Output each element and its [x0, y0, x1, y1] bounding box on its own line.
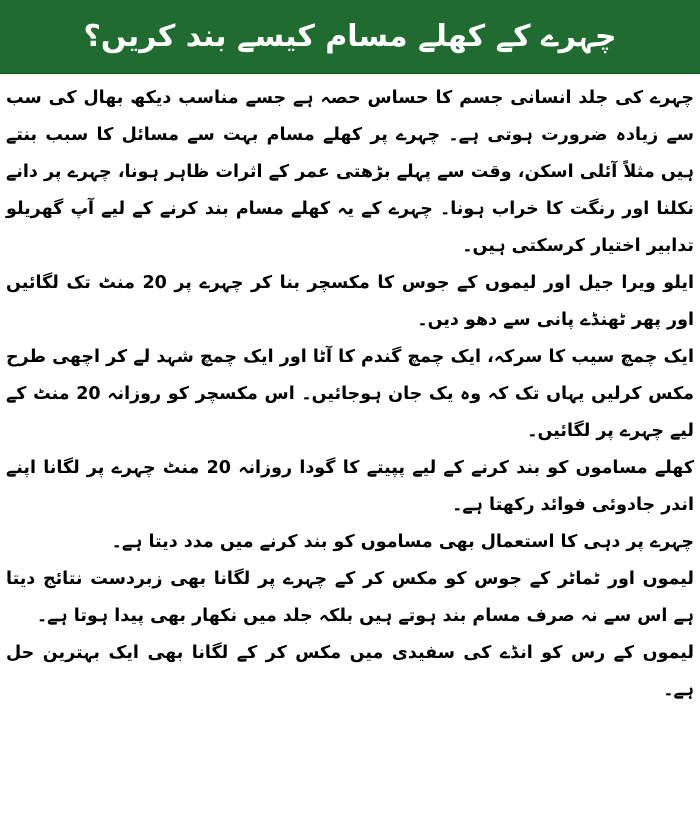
paragraph-yogurt-tip: چہرے پر دہی کا استعمال بھی مساموں کو بند کرنے میں مدد دیتا ہے۔ — [111, 532, 694, 552]
paragraph-vinegar-tip: ایک چمچ سیب کا سرکہ، ایک چمچ گندم کا آٹا اور ایک چمچ شہد لے کر اچھی طرح مکس کرلیں یہاں تک کہ وہ یک جان ہوجائیں۔ اس مکسچر کو روزانہ 20 منٹ کے لیے چہرے پر لگائیں۔ — [6, 347, 694, 441]
article-body — [6, 80, 694, 709]
paragraph-papaya-tip: کھلے مساموں کو بند کرنے کے لیے پپیتے کا گودا روزانہ 20 منٹ چہرے پر لگانا اپنے اندر جادوئی فوائد رکھتا ہے۔ — [6, 458, 695, 515]
paragraph-egg-white-tip: لیموں کے رس کو انڈے کی سفیدی میں مکس کر کے لگانا بھی ایک بہترین حل ہے۔ — [6, 643, 694, 700]
title-banner — [0, 0, 700, 74]
article-title: چہرے کے کھلے مسام کیسے بند کریں؟ — [83, 19, 617, 54]
paragraph-intro: چہرے کی جلد انسانی جسم کا حساس حصہ ہے جسے مناسب دیکھ بھال کی سب سے زیادہ ضرورت ہوتی ہے۔ چہرے پر کھلے مسام بہت سے مسائل کا سبب بنتے ہیں مثلاً آئلی اسکن، وقت سے پہلے بڑھتی عمر کے اثرات ظاہر ہونا، چہرے پر دانے نکلنا اور رنگت کا خراب ہونا۔ چہرے کے یہ کھلے مسام بند کرنے کے لیے آپ گھریلو تدابیر اختیار کرسکتی ہیں۔ — [6, 88, 694, 256]
paragraph-aloe-vera-tip: ایلو ویرا جیل اور لیموں کے جوس کا مکسچر بنا کر چہرے پر 20 منٹ تک لگائیں اور پھر ٹھنڈے پانی سے دھو دیں۔ — [6, 273, 694, 330]
paragraph-lemon-tomato-tip: لیموں اور ٹماٹر کے جوس کو مکس کر کے چہرے پر لگانا بھی زبردست نتائج دیتا ہے اس سے نہ صرف مسام بند ہوتے ہیں بلکہ جلد میں نکھار بھی پیدا ہوتا ہے۔ — [6, 569, 694, 626]
